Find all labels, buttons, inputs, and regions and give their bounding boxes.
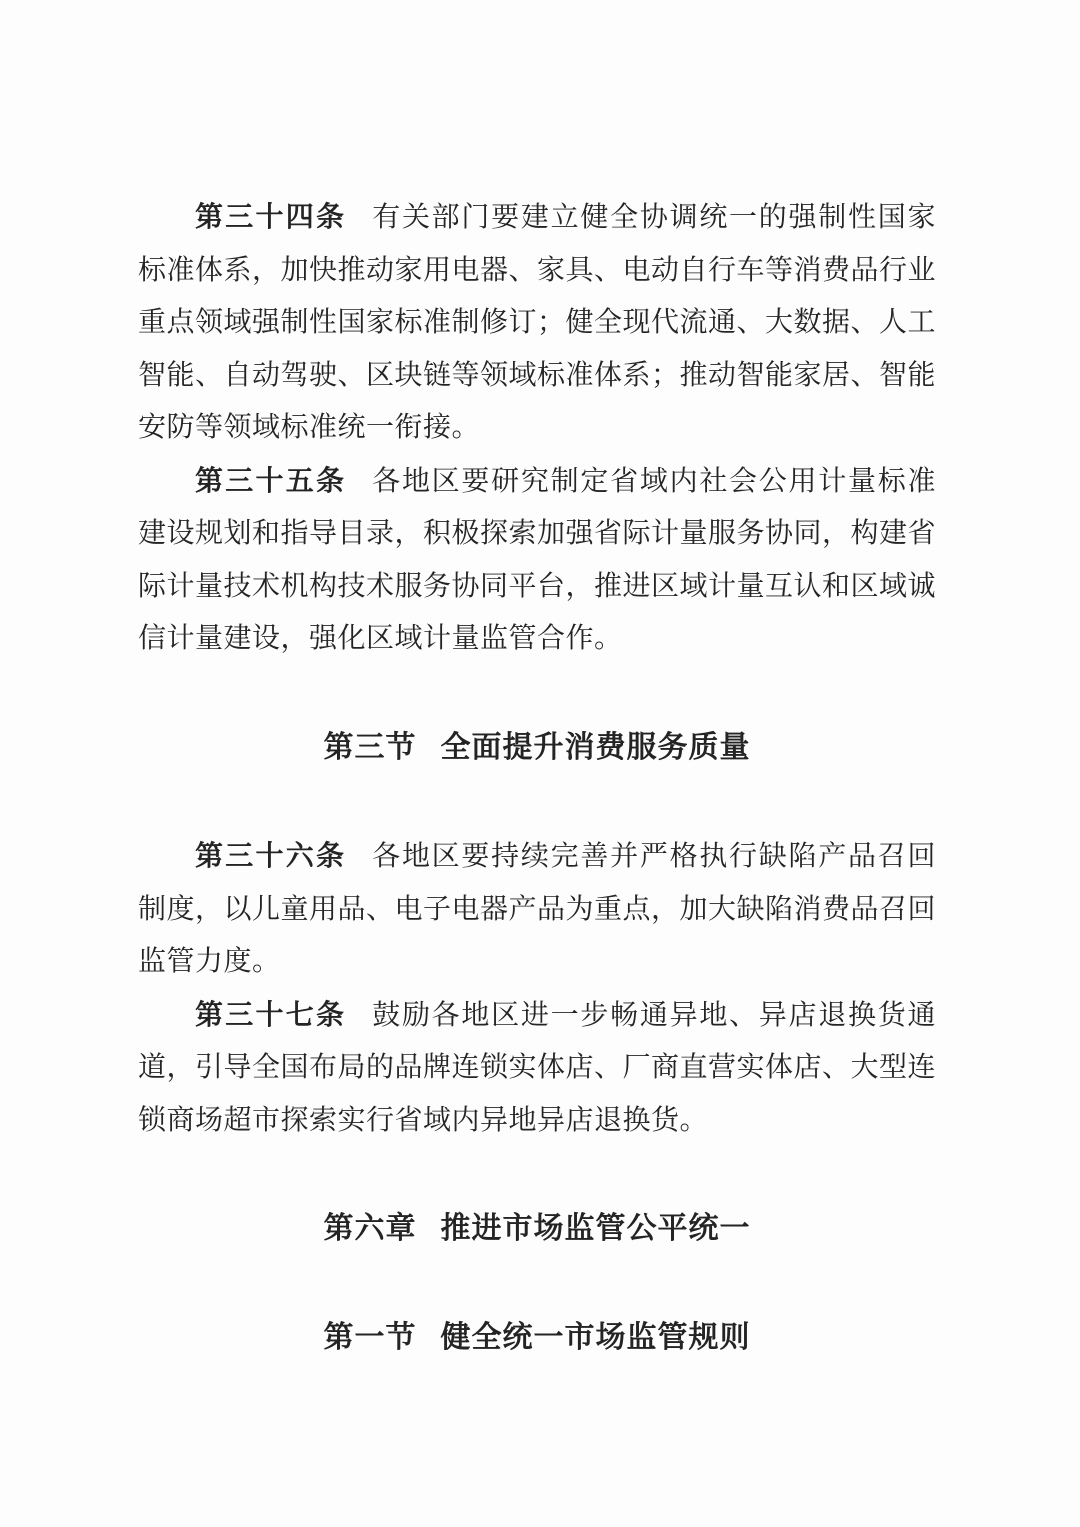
chapter-6-title: 推进市场监管公平统一 bbox=[440, 1212, 751, 1245]
article-35-number: 第三十五条 bbox=[195, 464, 347, 496]
chapter-6-number: 第六章 bbox=[323, 1212, 417, 1245]
article-35-text: 各地区要研究制定省域内社会公用计量标准建设规划和指导目录，积极探索加强省际计量服务协同，构建省际计量技术机构技术服务协同平台，推进区域计量互认和区域诚信计量建设，强化区域计量监管合作。 bbox=[138, 465, 937, 654]
section-3-heading bbox=[138, 722, 936, 775]
section-3-title: 全面提升消费服务质量 bbox=[440, 730, 751, 764]
article-34-text: 有关部门要建立健全协调统一的强制性国家标准体系，加快推动家用电器、家具、电动自行车等消费品行业重点领域强制性国家标准制修订；健全现代流通、大数据、人工智能、自动驾驶、区块链等领域标准体系；推动智能家居、智能安防等领域标准统一衔接。 bbox=[138, 202, 937, 443]
article-36-number: 第三十六条 bbox=[195, 840, 347, 871]
article-35-paragraph bbox=[138, 455, 936, 666]
article-36-paragraph bbox=[138, 830, 936, 989]
article-34-number: 第三十四条 bbox=[195, 201, 347, 232]
article-37-text: 鼓励各地区进一步畅通异地、异店退换货通道，引导全国布局的品牌连锁实体店、厂商直营实体店、大型连锁商场超市探索实行省域内异地异店退换货。 bbox=[138, 999, 937, 1136]
section-3-number: 第三节 bbox=[323, 730, 417, 764]
article-36-text: 各地区要持续完善并严格执行缺陷产品召回制度，以儿童用品、电子电器产品为重点，加大缺陷消费品召回监管力度。 bbox=[138, 841, 937, 977]
section-1-number: 第一节 bbox=[323, 1320, 417, 1354]
chapter-6-heading bbox=[138, 1203, 936, 1256]
article-34-paragraph bbox=[138, 191, 936, 455]
section-1-heading bbox=[138, 1312, 936, 1365]
section-1-title: 健全统一市场监管规则 bbox=[440, 1320, 751, 1354]
article-37-paragraph bbox=[138, 989, 936, 1148]
article-37-number: 第三十七条 bbox=[195, 998, 347, 1030]
